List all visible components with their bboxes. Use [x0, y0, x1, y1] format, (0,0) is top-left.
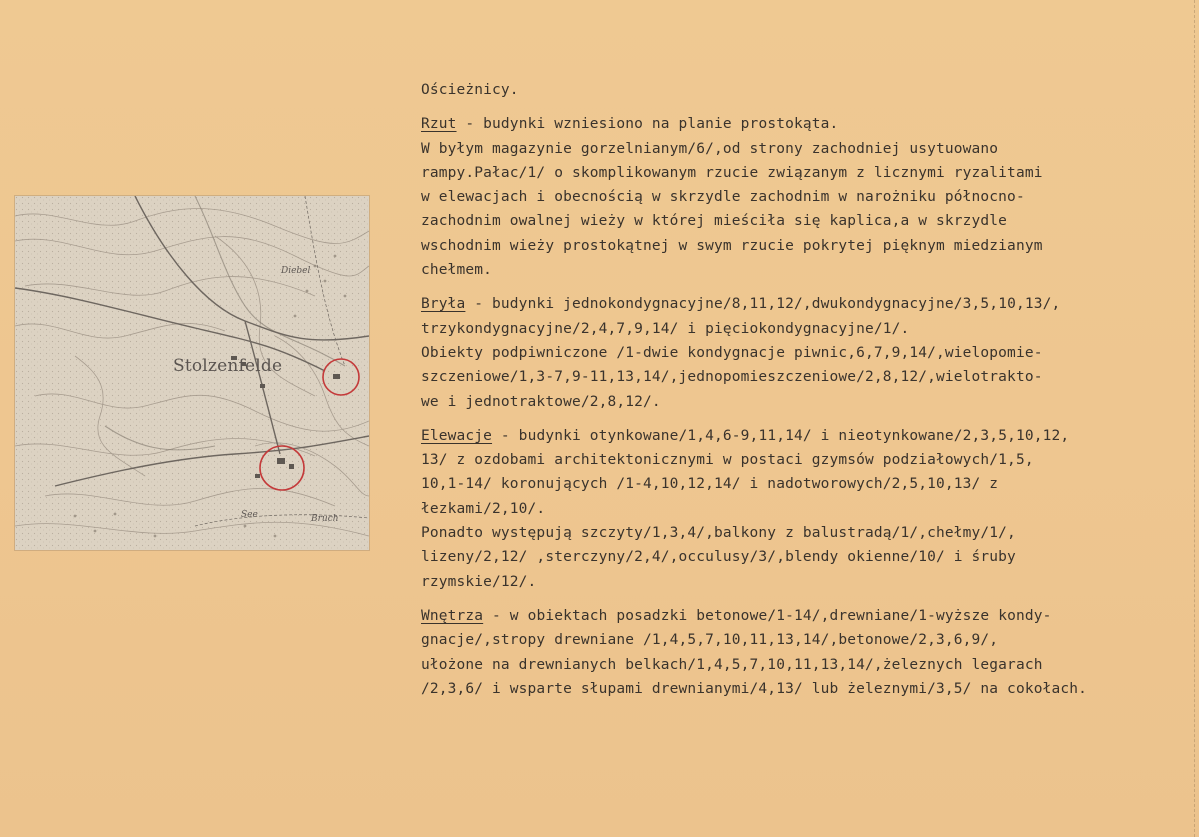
text-line: rampy.Pałac/1/ o skomplikowanym rzucie związanym z licznymi ryzalitami — [421, 164, 1043, 181]
text-line: zachodnim owalnej wieży w której mieściła się kaplica,a w skrzydle — [421, 213, 1008, 230]
text-line: gnacje/,stropy drewniane /1,4,5,7,10,11,13,14/,betonowe/2,3,6,9/, — [421, 632, 999, 649]
map-small-label: See — [241, 510, 258, 520]
map-small-label: Diebel — [281, 266, 311, 276]
text-line: wschodnim wieży prostokątnej w swym rzucie pokrytej pięknym miedzianym — [421, 237, 1043, 254]
text-line: chełmem. — [421, 262, 493, 279]
section-bryla — [421, 292, 1181, 413]
text-line: szczeniowe/1,3-7,9-11,13,14/,jednopomieszczeniowe/2,8,12/,wielotrakto- — [421, 369, 1043, 386]
topographic-map-excerpt — [15, 196, 369, 550]
page-edge — [1188, 0, 1195, 837]
text-line: - budynki jednokondygnacyjne/8,11,12/,dwukondygnacyjne/3,5,10,13/, — [465, 296, 1061, 313]
text-line: w elewacjach i obecnością w skrzydle zachodnim w narożniku północno- — [421, 189, 1025, 206]
section-label: Bryła — [421, 296, 466, 313]
text-line: /2,3,6/ i wsparte słupami drewnianymi/4,13/ lub żeleznymi/3,5/ na cokołach. — [421, 680, 1087, 697]
section-wnetrza — [421, 604, 1181, 701]
section-label: Wnętrza — [421, 607, 484, 624]
text-line: - budynki wzniesiono na planie prostokąta. — [456, 116, 839, 133]
map-place-label: Stolzenfelde — [173, 356, 283, 376]
text-line: - budynki otynkowane/1,4,6-9,11,14/ i nieotynkowane/2,3,5,10,12, — [492, 427, 1070, 444]
text-line: - w obiektach posadzki betonowe/1-14/,drewniane/1-wyższe kondy- — [483, 607, 1052, 624]
map-small-label: Bruch — [311, 514, 339, 524]
typed-text-block — [421, 78, 1181, 701]
text-line: trzykondygnacyjne/2,4,7,9,14/ i pięciokondygnacyjne/1/. — [421, 320, 910, 337]
text-line: rzymskie/12/. — [421, 573, 537, 590]
text-line: lizeny/2,12/ ,sterczyny/2,4/,occulusy/3/,blendy okienne/10/ i śruby — [421, 549, 1016, 566]
section-label: Elewacje — [421, 427, 493, 444]
text-line: łezkami/2,10/. — [421, 500, 546, 517]
text-line: 13/ z ozdobami architektonicznymi w postaci gzymsów podziałowych/1,5, — [421, 452, 1034, 469]
text-line: ułożone na drewnianych belkach/1,4,5,7,10,11,13,14/,żeleznych legarach — [421, 656, 1043, 673]
section-rzut — [421, 112, 1181, 282]
text-line: W byłym magazynie gorzelnianym/6/,od strony zachodniej usytuowano — [421, 140, 999, 157]
heading: Ościeżnicy. — [421, 82, 519, 98]
text-line: Ponadto występują szczyty/1,3,4/,balkony z balustradą/1/,chełmy/1/, — [421, 525, 1016, 542]
text-line: we i jednotraktowe/2,8,12/. — [421, 393, 661, 410]
section-elewacje — [421, 424, 1181, 594]
text-line: Obiekty podpiwniczone /1-dwie kondygnacje piwnic,6,7,9,14/,wielopomie- — [421, 344, 1043, 361]
text-line: 10,1-14/ koronujących /1-4,10,12,14/ i nadotworowych/2,5,10,13/ z — [421, 476, 999, 493]
section-label: Rzut — [421, 116, 457, 133]
